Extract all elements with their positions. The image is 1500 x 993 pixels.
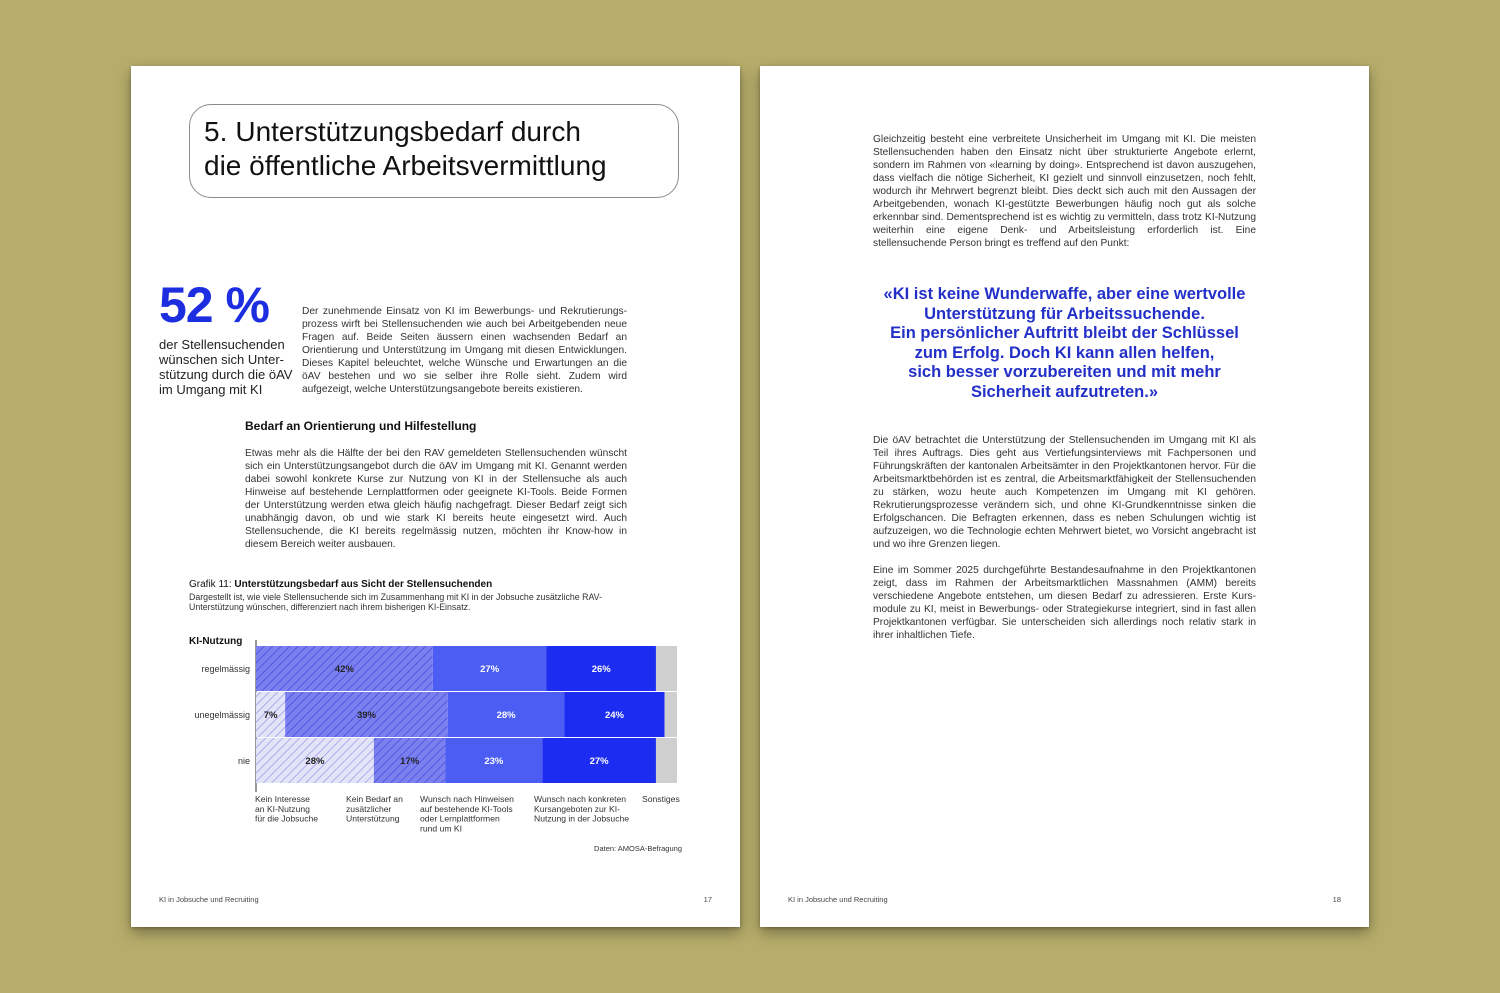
chapter-number: 5. [204,116,228,147]
bar-value-label: 42% [334,664,354,675]
legend-label: Nutzung in der Jobsuche [534,813,630,824]
footer-title: KI in Jobsuche und Recruiting [788,895,888,904]
bar-value-label: 7% [263,710,278,721]
quote-line: «KI ist keine Wunderwaffe, aber eine wertvolle [883,285,1246,303]
quote-line: sich besser vorzubereiten und mit mehr [908,363,1221,382]
legend-label: Wunsch nach Hinweisen [420,794,514,804]
bar-value-label: 26% [591,664,611,675]
legend-label: Kursangeboten zur KI- [534,803,620,814]
bar-segment [656,738,677,783]
quote-line: Sicherheit aufzutreten.» [970,382,1159,401]
legend-label: zusätzlicher [346,803,392,814]
legend-label: Sonstiges [642,794,680,804]
chart-label: Grafik 11: [189,579,232,590]
left-page [131,66,740,927]
bar-value-label: 27% [589,756,609,767]
section-paragraph: Etwas mehr als die Hälfte der bei den RAV gemeldeten Stellensuchenden wünscht sich ein Unterstützungsangebot durch die öAV im Umgang mit KI. Genannt werden dabei sowohl konkrete Kurse zur Nutzung von KI in der Stellensuche als auch Hinweise auf bestehende Lernplattformen oder geeignete KI-Tools. Beide Formen der Unterstützung werden etwa gleich häufig nachgefragt. Dieser Bedarf zeigt sich unabhängig davon, ob und wie stark KI bereits heute eingesetzt wird. Auch Stellensuchende, die KI bereits regelmässig nutzen, möchten ihr Know-how in diesem Bereich weiter ausbauen. [245,448,627,550]
bar-value-label: 39% [356,710,376,721]
pull-quote [840,285,1289,403]
right-paragraph-2: Die öAV betrachtet die Unterstützung der Stellensuchenden im Umgang mit KI als Teil ihres Auftrags. Dies geht aus Vertiefungsinterviews mit Fachpersonen und Führungskräften der kantonalen Arbeitsämter in den Projektkantonen hervor. Für die Arbeitsmarktbehörden ist es zentral, die Arbeitsmarktfähigkeit der Stellensuchenden zu stärken, wozu heute auch Kompetenzen im Umgang mit KI gehören. Rekrutierungsprozesse verändern sich, und ohne KI-Grundkenntnisse sinken die Erfolgschancen. Die Befragten erkennen, dass es neben Schulungen wichtig ist aufzuzeigen, wo die Technologie echten Mehrwert bietet, wo Vorsicht angebracht ist und wo ihre Grenzen liegen. [873,435,1256,550]
quote-line: zum Erfolg. Doch KI kann allen helfen, [914,343,1215,362]
bar-value-label: 24% [604,710,624,721]
legend-label: Kein Bedarf an [346,794,403,804]
bar-value-label: 27% [480,664,500,675]
bar-value-label: 17% [400,756,420,767]
legend-label: an KI-Nutzung [255,803,310,814]
category-label: nie [237,756,250,766]
chapter-title-box [189,104,679,198]
category-label: regelmässig [201,664,250,674]
legend-label: Kein Interesse [255,794,310,804]
chapter-title-line-2: die öffentliche Arbeitsvermittlung [204,150,607,181]
legend-label: rund um KI [420,823,463,834]
bar-value-label: 23% [484,756,504,767]
legend-label: Wunsch nach konkreten [534,794,627,804]
chart-heading [189,579,492,590]
chart-description: Dargestellt ist, wie viele Stellensuchende sich im Zusammenhang mit KI in der Jobsuche zusätzliche RAV-Unterstützung wünschen, differenziert nach ihrem bisherigen KI-Einsatz. [189,592,602,612]
quote-line: Unterstützung für Arbeitssuchende. [924,304,1205,323]
legend-label: Unterstützung [346,813,400,824]
right-paragraph-1: Gleichzeitig besteht eine verbreitete Unsicherheit im Umgang mit KI. Die meisten Stellensuchenden haben den Einsatz nicht über strukturierte Angebote erlernt, sondern im Rahmen von «learning by doing». Entsprechend ist davon auszugehen, dass vielfach die nötige Sicherheit, KI gezielt und sinnvoll einzusetzen, noch fehlt, wodurch ihr Mehrwert begrenzt bleibt. Dies deckt sich auch mit den Aussagen der Arbeitgebenden, wonach KI-gestützte Bewerbungen häufig noch gut als solche erkennbar sind. Dementsprechend ist es wichtig zu vermitteln, dass trotz KI-Nutzung weiterhin eine eigene Denk- und Arbeitsleistung erforderlich ist. Eine stellensuchende Person bringt es treffend auf den Punkt: [873,134,1256,249]
key-statistic: 52 % [159,277,269,333]
y-axis-title: KI-Nutzung [189,636,243,647]
legend-label: oder Lernplattformen [420,813,500,824]
bar-segment [664,692,677,737]
section-heading: Bedarf an Orientierung und Hilfestellung [245,419,477,433]
legend-label: auf bestehende KI-Tools [420,803,513,814]
bar-value-label: 28% [496,710,516,721]
chart-title: Unterstützungsbedarf aus Sicht der Stellensuchenden [234,579,493,590]
page-number: 17 [703,895,712,904]
right-paragraph-3: Eine im Sommer 2025 durchgeführte Bestandesaufnahme in den Projektkantonen zeigt, dass im Rahmen der Arbeitsmarktlichen Massnahmen (AMM) bereits verschiedene Angebote entstehen, um diesen Bedarf zu adressieren. Erste Kursmodule zu KI, meist in Bewerbungs- oder Strategiekurse integriert, sind in fast allen Projektkantonen verfügbar. Sie unterscheiden sich allerdings noch relativ stark in ihrer inhaltlichen Tiefe. [873,565,1256,641]
legend-label: für die Jobsuche [255,813,319,824]
bar-segment [656,646,677,691]
footer-title: KI in Jobsuche und Recruiting [159,895,259,904]
chart-source: Daten: AMOSA-Befragung [594,844,682,853]
right-page [760,66,1369,927]
page-number: 18 [1332,895,1341,904]
quote-line: Ein persönlicher Auftritt bleibt der Schlüssel [890,324,1239,343]
bar-value-label: 28% [305,756,325,767]
category-label: unegelmässig [194,710,250,720]
intro-paragraph: Der zunehmende Einsatz von KI im Bewerbungs- und Rekrutierungsprozess wirft bei Stellensuchenden wie auch bei Arbeitgebenden neue Fragen auf. Beide Seiten äussern einen wachsenden Bedarf an Orientierung und Unterstützung im Umgang mit diesen Entwicklungen. Dieses Kapitel beleuchtet, welche Wünsche und Erwartungen an die öAV bestehen und wo sie selber ihre Rolle sieht. Zudem wird aufgezeigt, welche Unterstützungsangebote bereits existieren. [302,306,627,395]
chapter-title-line-1: 5. Unterstützungsbedarf durch [204,116,581,147]
key-statistic-caption: der Stellensuchenden wünschen sich Unterstützung durch die öAV im Umgang mit KI [159,337,293,397]
stacked-bar-chart [131,626,740,866]
